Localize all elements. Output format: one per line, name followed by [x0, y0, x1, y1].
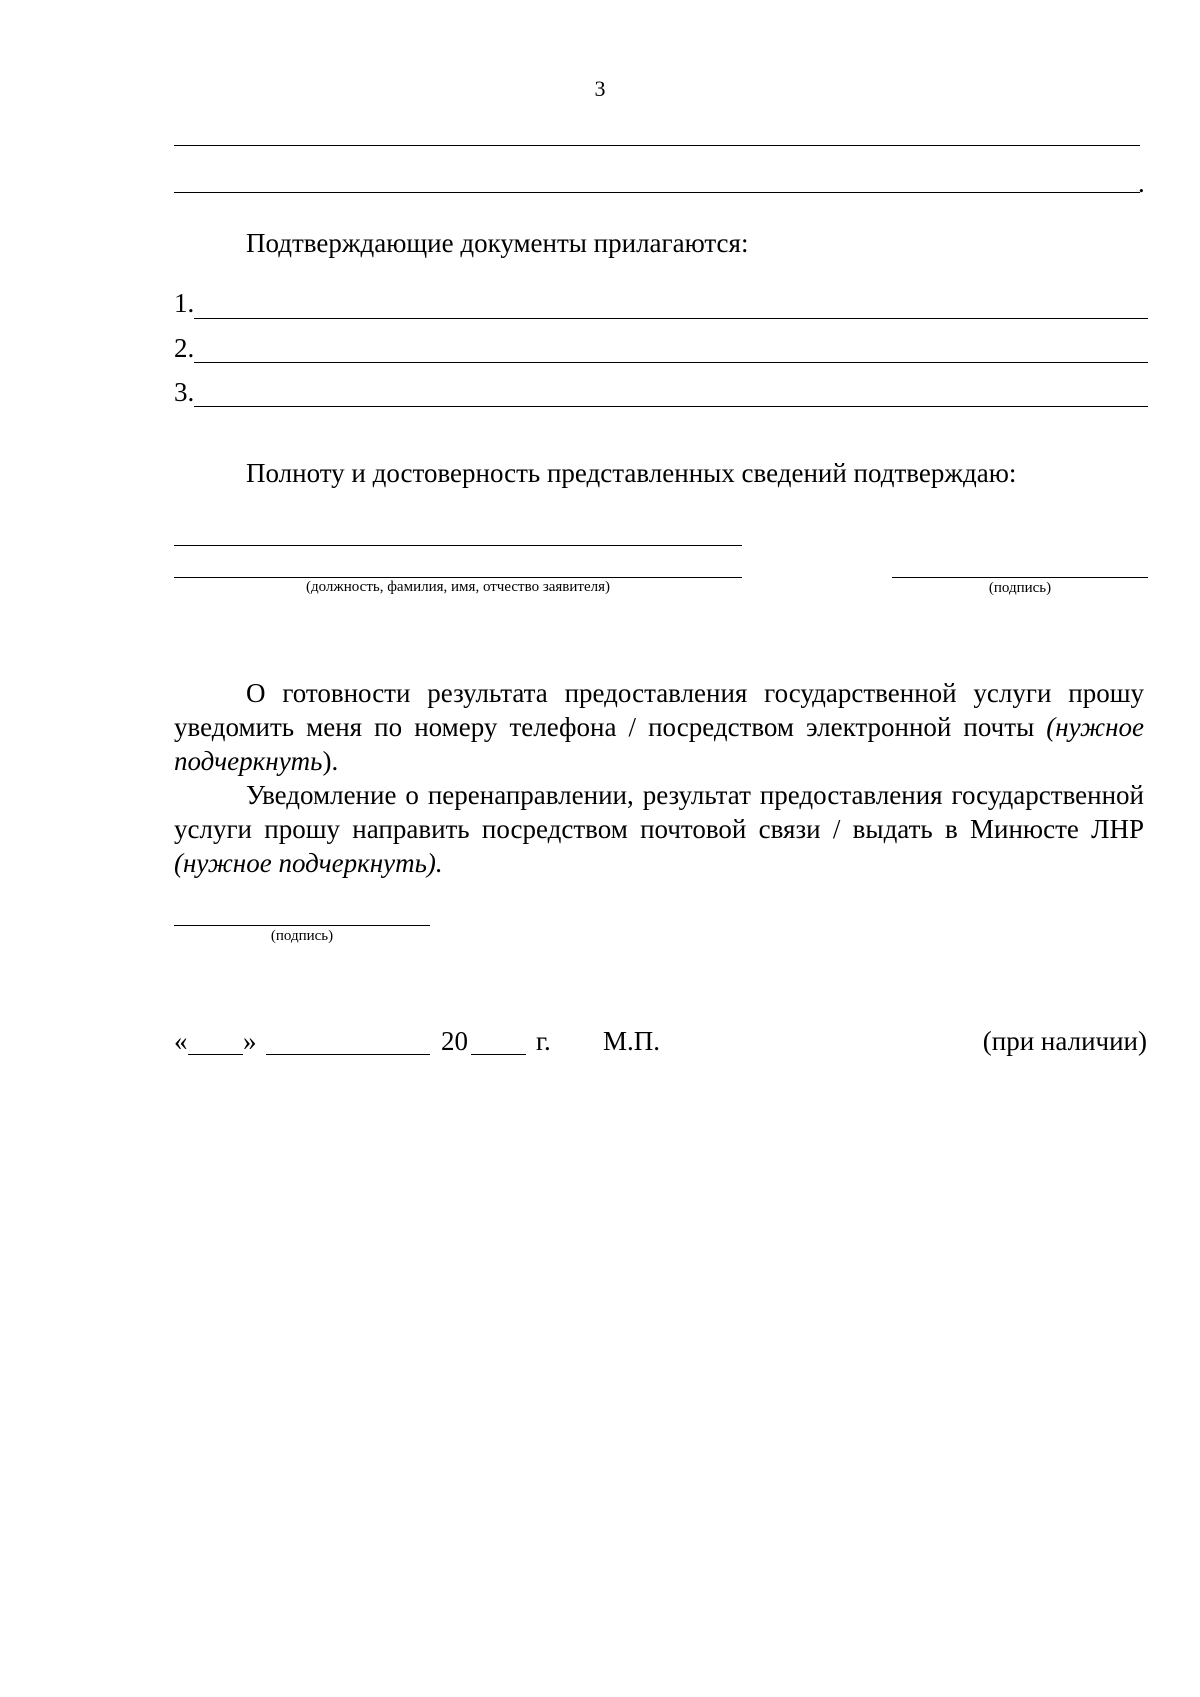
- page-number: 3: [594, 76, 606, 101]
- redirect-paragraph: [174, 778, 1144, 880]
- signature-caption: (подпись): [988, 580, 1052, 596]
- date-year-suffix: г.: [536, 1026, 551, 1056]
- date-close-quote: »: [243, 1026, 257, 1056]
- notice-italic: (нужное подчеркнуть: [174, 712, 1144, 776]
- signature-line[interactable]: [892, 577, 1148, 578]
- redirect-text: Уведомление о перенаправлении, результат предоставления государственной услуги прошу направить посредством почтовой связи / выдать в Минюсте ЛНР: [174, 780, 1144, 844]
- attachment-item-number: 1.: [174, 288, 195, 318]
- attachments-heading: Подтверждающие документы прилагаются:: [246, 228, 749, 258]
- applicant-line[interactable]: [174, 577, 742, 578]
- notice-paragraph: [174, 676, 1144, 778]
- applicant-caption: (должность, фамилия, имя, отчество заявителя): [305, 579, 611, 595]
- signature-caption-2: (подпись): [270, 928, 334, 944]
- line-end-period: .: [1138, 168, 1145, 198]
- notice-text: О готовности результата предоставления государственной услуги прошу уведомить меня по номеру телефона / посредством электронной почты: [174, 678, 1144, 742]
- date-day-line[interactable]: [188, 1054, 243, 1055]
- date-year-prefix: 20: [441, 1026, 468, 1056]
- attachment-item-line[interactable]: [194, 406, 1148, 407]
- blank-line[interactable]: [174, 192, 1140, 193]
- notice-tail: ).: [322, 746, 339, 776]
- seal-label: М.П.: [603, 1026, 661, 1056]
- date-year-line[interactable]: [471, 1054, 526, 1055]
- attachment-item-line[interactable]: [194, 318, 1148, 319]
- redirect-italic: (нужное подчеркнуть).: [174, 848, 443, 878]
- confirmation-text: Полноту и достоверность представленных сведений подтверждаю:: [246, 458, 1017, 488]
- signature-line-2[interactable]: [174, 925, 430, 926]
- date-open-quote: «: [174, 1026, 188, 1056]
- date-month-line[interactable]: [266, 1054, 430, 1055]
- attachment-item-number: 2.: [174, 333, 195, 363]
- applicant-line[interactable]: [174, 545, 742, 546]
- blank-line[interactable]: [174, 145, 1140, 146]
- attachment-item-number: 3.: [174, 377, 195, 407]
- seal-note: (при наличии): [982, 1026, 1147, 1056]
- attachment-item-line[interactable]: [194, 362, 1148, 363]
